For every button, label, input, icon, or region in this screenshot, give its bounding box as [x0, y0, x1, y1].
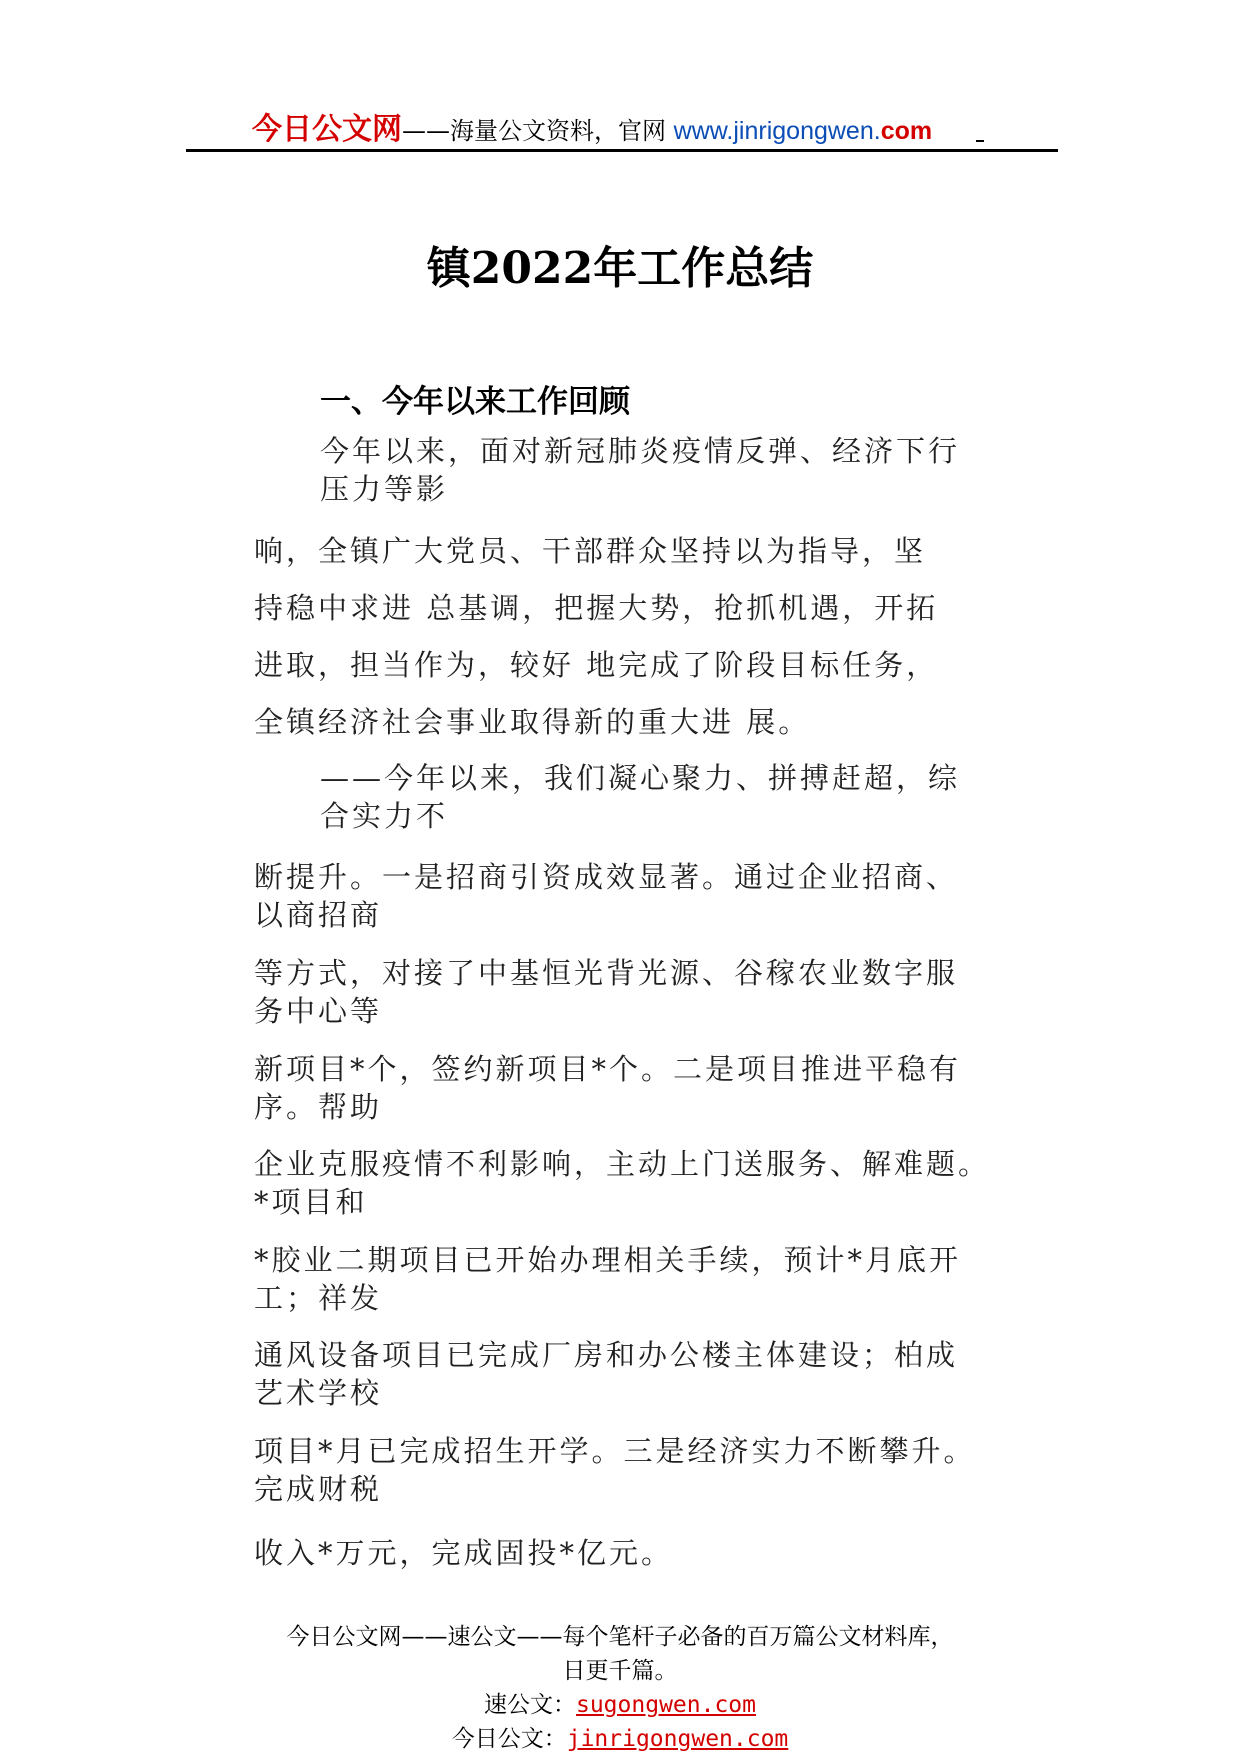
body-line: *项目和 — [254, 1185, 368, 1219]
body-line: 务中心等 — [254, 994, 383, 1028]
document-title: 镇2022年工作总结 — [426, 243, 814, 294]
body-line: 响，全镇广大党员、干部群众坚持以为指导，坚 — [254, 534, 927, 568]
body-line: *胶业二期项目已开始办理相关手续，预计*月底开 — [254, 1243, 962, 1277]
header-text — [252, 104, 932, 148]
body-line: 进取，担当作为，较好 地完成了阶段目标任务， — [254, 648, 939, 682]
body-line: 项目*月已完成招生开学。三是经济实力不断攀升。 — [254, 1434, 976, 1468]
footer-su-link[interactable]: sugongwen.com — [575, 1692, 756, 1718]
body-line: ——今年以来，我们凝心聚力、拼搏赶超，综 — [320, 761, 961, 795]
header-site-link[interactable] — [674, 117, 932, 145]
footer-su-label: 速公文： — [483, 1692, 576, 1718]
page-header — [186, 100, 1058, 150]
body-line: 断提升。一是招商引资成效显著。通过企业招商、 — [254, 860, 959, 894]
body-line: 艺术学校 — [254, 1376, 383, 1410]
body-line: 新项目*个，签约新项目*个。二是项目推进平稳有 — [254, 1052, 962, 1086]
page-footer — [0, 1620, 1240, 1756]
footer-line-2: 日更千篇。 — [562, 1658, 678, 1684]
footer-jinrigongwen — [0, 1722, 1240, 1756]
body-line: 序。帮助 — [254, 1090, 383, 1124]
body-line: 收入*万元，完成固投*亿元。 — [254, 1536, 674, 1570]
body-line: 全镇经济社会事业取得新的重大进 展。 — [254, 705, 811, 739]
body-line: 等方式，对接了中基恒光背光源、谷稼农业数字服 — [254, 956, 959, 990]
section-heading: 一、今年以来工作回顾 — [320, 384, 630, 420]
header-site-main: www.jinrigongwen. — [673, 117, 881, 145]
header-site-com: com — [880, 117, 933, 145]
header-tagline: ——海量公文资料，官网 — [402, 117, 666, 145]
body-line: 持稳中求进 总基调，把握大势，抢抓机遇，开拓 — [254, 591, 939, 625]
body-line: 完成财税 — [254, 1472, 383, 1506]
header-brand: 今日公文网 — [252, 112, 402, 147]
body-line: 企业克服疫情不利影响，主动上门送服务、解难题。 — [254, 1147, 991, 1181]
header-dash — [976, 140, 984, 142]
body-line: 通风设备项目已完成厂房和办公楼主体建设；柏成 — [254, 1338, 959, 1372]
body-line: 合实力不 — [320, 799, 449, 833]
body-line: 今年以来，面对新冠肺炎疫情反弹、经济下行 — [320, 434, 961, 468]
header-divider — [186, 149, 1058, 152]
footer-jr-label: 今日公文： — [451, 1726, 567, 1752]
footer-jr-link[interactable]: jinrigongwen.com — [566, 1726, 789, 1752]
body-line: 以商招商 — [254, 898, 383, 932]
footer-sugongwen — [0, 1688, 1240, 1722]
body-line: 压力等影 — [320, 472, 449, 506]
footer-line-1: 今日公文网——速公文——每个笔杆子必备的百万篇公文材料库， — [286, 1624, 954, 1650]
body-line: 工；祥发 — [254, 1281, 383, 1315]
